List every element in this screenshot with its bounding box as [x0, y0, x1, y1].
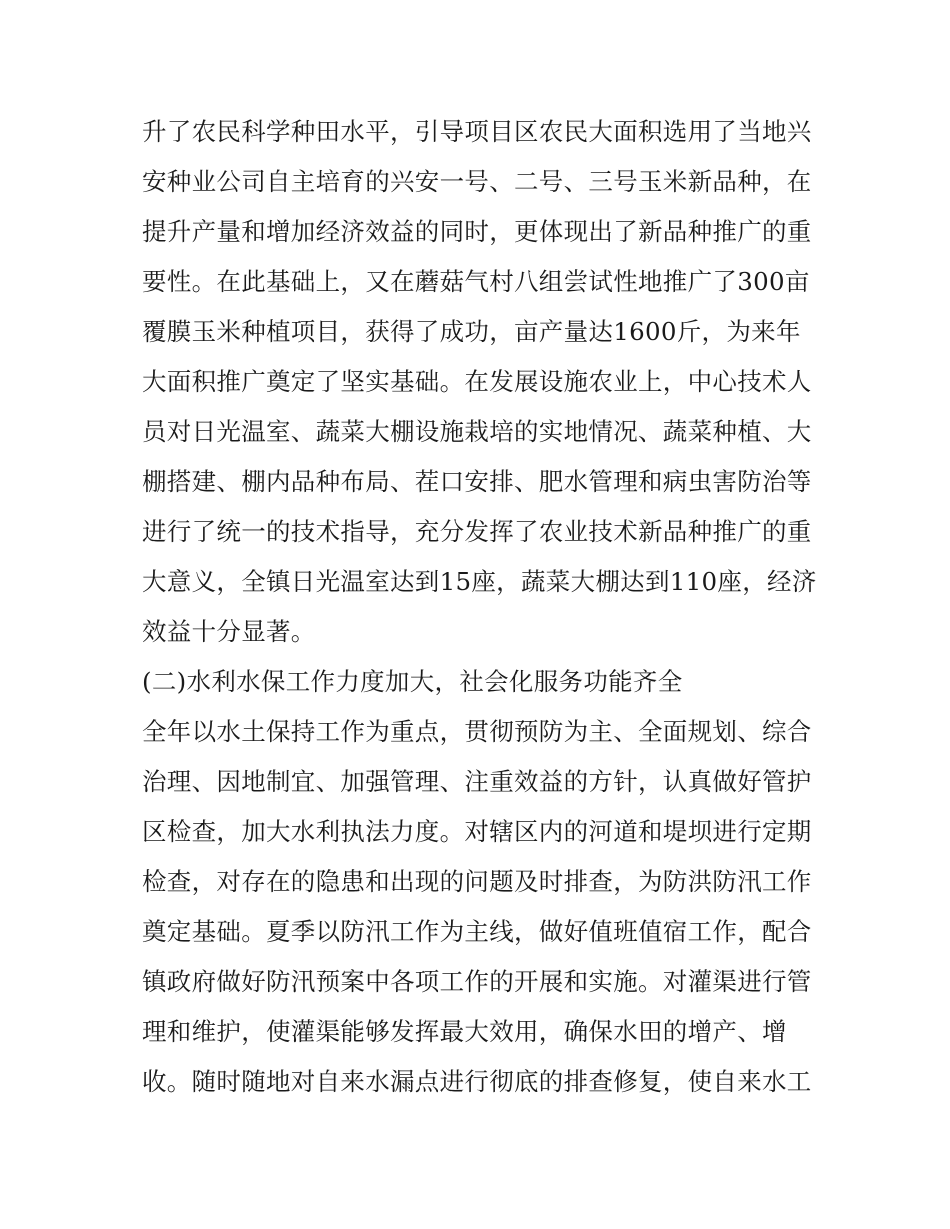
- section-heading: (二)水利水保工作力度加大，社会化服务功能齐全: [142, 667, 683, 696]
- text-line: 进行了统一的技术指导，充分发挥了农业技术新品种推广的重: [142, 517, 812, 546]
- text-line: 全年以水土保持工作为重点，贯彻预防为主、全面规划、综合: [142, 717, 812, 746]
- text-line: 效益十分显著。: [142, 617, 316, 646]
- text-line: 棚搭建、棚内品种布局、茬口安排、肥水管理和病虫害防治等: [142, 467, 812, 496]
- text-line: 奠定基础。夏季以防汛工作为主线，做好值班值宿工作，配合: [142, 917, 812, 946]
- text-line: 提升产量和增加经济效益的同时，更体现出了新品种推广的重: [142, 217, 812, 246]
- text-line: 要性。在此基础上，又在蘑菇气村八组尝试性地推广了300亩: [142, 267, 810, 296]
- text-line: 收。随时随地对自来水漏点进行彻底的排查修复，使自来水工: [142, 1067, 812, 1096]
- text-line: 升了农民科学种田水平，引导项目区农民大面积选用了当地兴: [142, 117, 812, 146]
- text-line: 区检查，加大水利执法力度。对辖区内的河道和堤坝进行定期: [142, 817, 812, 846]
- text-line: 员对日光温室、蔬菜大棚设施栽培的实地情况、蔬菜种植、大: [142, 417, 812, 446]
- text-line: 大意义，全镇日光温室达到15座，蔬菜大棚达到110座，经济: [142, 567, 817, 596]
- text-line: 覆膜玉米种植项目，获得了成功，亩产量达1600斤，为来年: [142, 317, 801, 346]
- text-line: 理和维护，使灌渠能够发挥最大效用，确保水田的增产、增: [142, 1017, 787, 1046]
- text-line: 镇政府做好防汛预案中各项工作的开展和实施。对灌渠进行管: [142, 967, 812, 996]
- text-line: 治理、因地制宜、加强管理、注重效益的方针，认真做好管护: [142, 767, 812, 796]
- text-line: 检查，对存在的隐患和出现的问题及时排查，为防洪防汛工作: [142, 867, 812, 896]
- text-line: 安种业公司自主培育的兴安一号、二号、三号玉米新品种，在: [142, 167, 812, 196]
- text-line: 大面积推广奠定了坚实基础。在发展设施农业上，中心技术人: [142, 367, 812, 396]
